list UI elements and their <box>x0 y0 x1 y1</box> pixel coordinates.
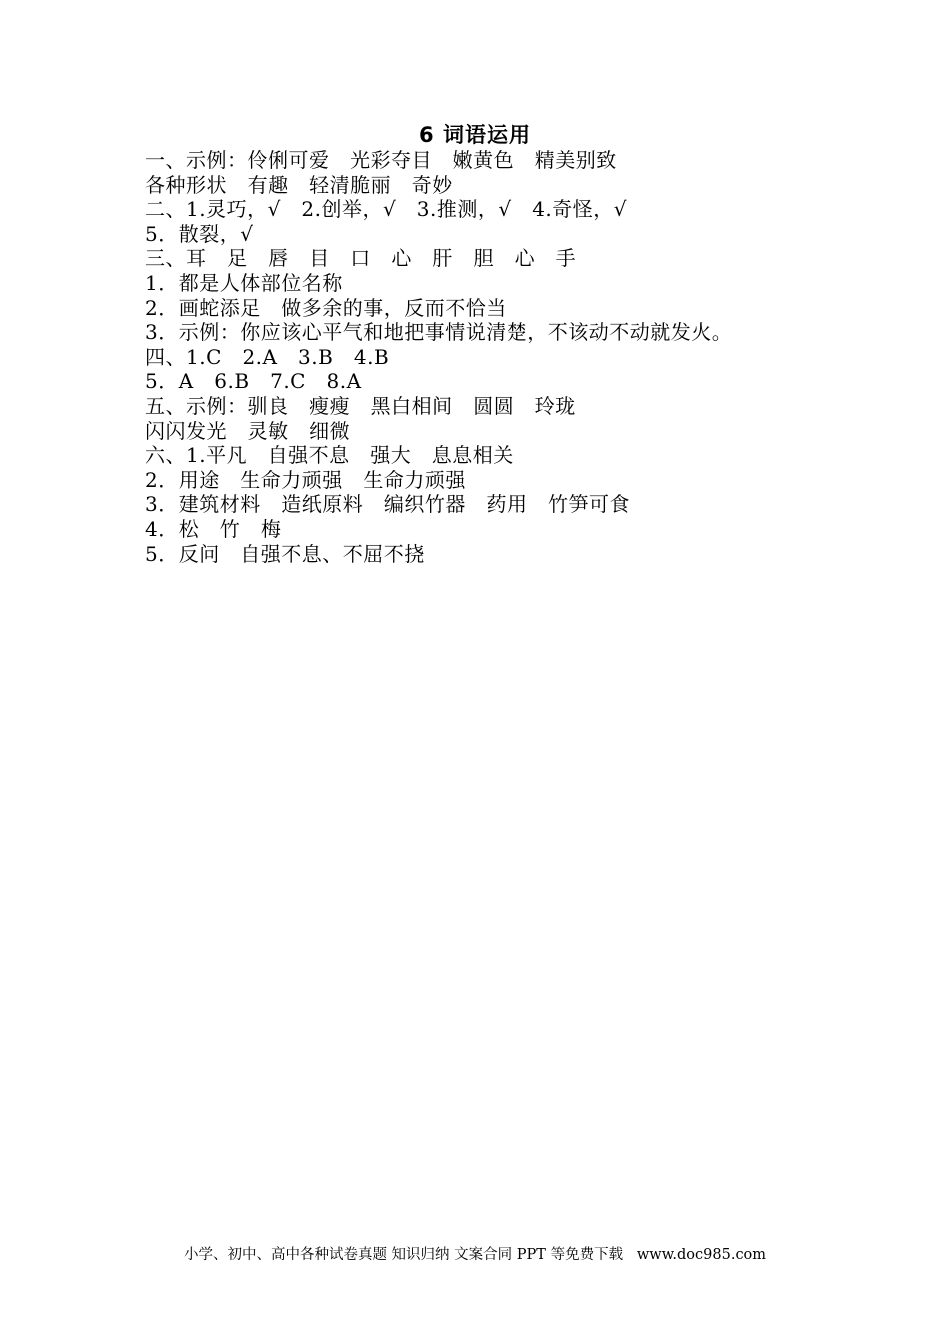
answer-line: 3．建筑材料 造纸原料 编织竹器 药用 竹笋可食 <box>145 492 631 517</box>
answer-list <box>145 148 865 566</box>
answer-line: 2．画蛇添足 做多余的事，反而不恰当 <box>145 295 507 320</box>
answer-line: 各种形状 有趣 轻清脆丽 奇妙 <box>145 172 453 197</box>
answer-line: 三、耳 足 唇 目 口 心 肝 胆 心 手 <box>145 246 577 271</box>
answer-line: 5．反问 自强不息、不屈不挠 <box>145 541 425 566</box>
answer-line: 3．示例：你应该心平气和地把事情说清楚，不该动不动就发火。 <box>145 320 733 345</box>
answer-line: 五、示例：驯良 瘦瘦 黑白相间 圆圆 玲珑 <box>145 393 576 418</box>
answer-line: 闪闪发光 灵敏 细微 <box>145 418 351 443</box>
answer-line: 5．散裂，√ <box>145 221 254 246</box>
answer-line: 2．用途 生命力顽强 生命力顽强 <box>145 467 466 492</box>
answer-line: 二、1.灵巧，√ 2.创举，√ 3.推测，√ 4.奇怪，√ <box>145 197 628 222</box>
answer-line: 4．松 竹 梅 <box>145 516 282 541</box>
page-title: 6 词语运用 <box>419 123 531 147</box>
answer-line: 六、1.平凡 自强不息 强大 息息相关 <box>145 443 514 468</box>
answer-line: 1．都是人体部位名称 <box>145 270 343 295</box>
page-footer: 小学、初中、高中各种试卷真题 知识归纳 文案合同 PPT 等免费下载 www.doc985.com <box>183 1247 767 1263</box>
answer-line: 四、1.C 2.A 3.B 4.B <box>145 344 390 369</box>
answer-line: 一、示例：伶俐可爱 光彩夺目 嫩黄色 精美别致 <box>145 148 617 172</box>
answer-line: 5．A 6.B 7.C 8.A <box>145 369 362 394</box>
